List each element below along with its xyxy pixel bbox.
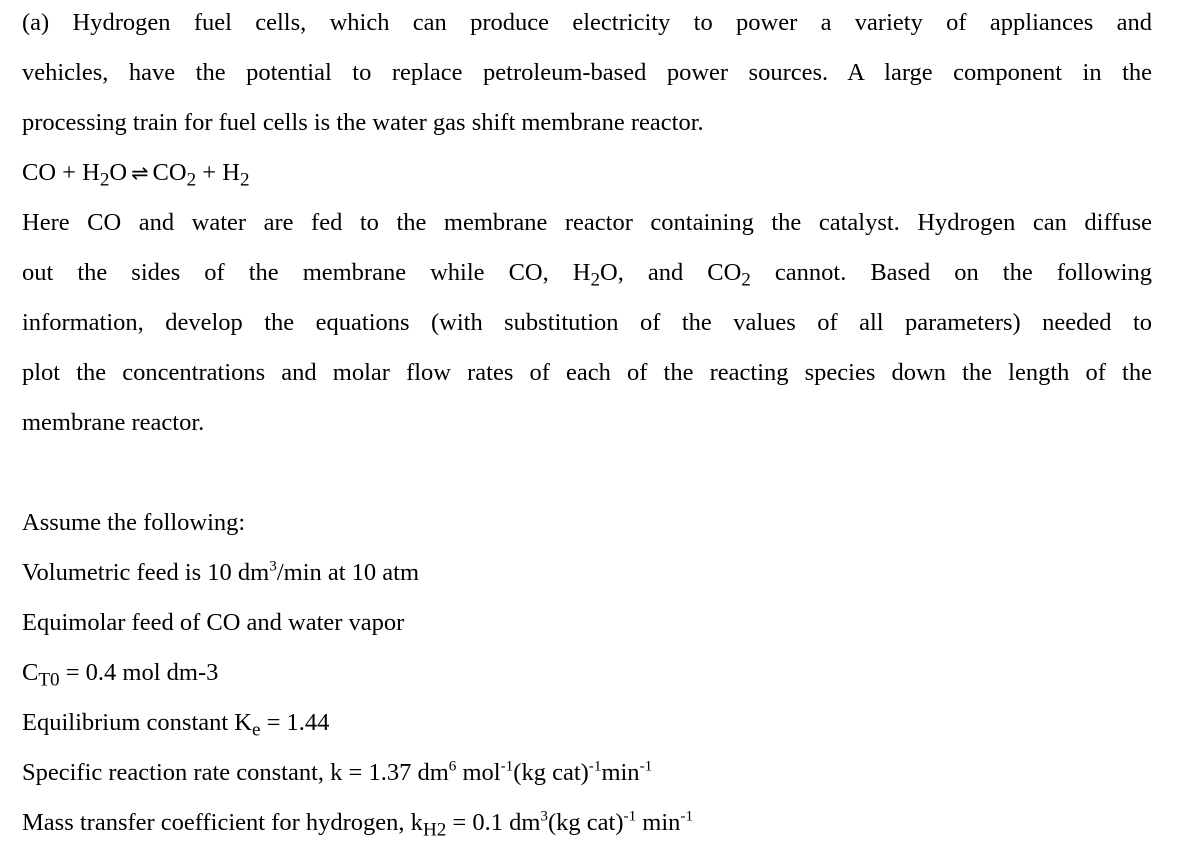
assumption-equilibrium-constant: Equilibrium constant $K_e = 1.44$ [22,709,330,741]
assumptions-heading: Assume the following: [22,509,246,536]
description-line-1: Here CO and water are fed to the membrane reactor containing the catalyst. Hydrogen can diffuse [22,209,1152,236]
assumption-volumetric-feed: Volumetric feed is 10 $dm^3/\min$ at 10 atm [22,557,420,586]
plus-sign: + [202,159,217,186]
description-line-2: out the sides of the membrane while CO, $H_2O$, and $CO_2$ cannot. Based on the following [22,259,1152,291]
intro-line-2: vehicles, have the potential to replace petroleum-based power sources. A large component in the [22,59,1152,86]
assumption-equimolar-feed: Equimolar feed of CO and water vapor [22,609,405,636]
reaction-equation [22,158,1152,191]
description-line-5: membrane reactor. [22,409,205,436]
description-line-3: information, develop the equations (with substitution of the values of all parameters) needed to [22,309,1152,336]
equilibrium-arrow-icon: ⇌ [131,161,149,185]
intro-line-1: (a) Hydrogen fuel cells, which can produce electricity to power a variety of appliances and [22,9,1152,36]
species-co2: $CO_2$ [152,159,197,191]
intro-line-3: processing train for fuel cells is the water gas shift membrane reactor. [22,109,704,136]
description-line-4: plot the concentrations and molar flow rates of each of the reacting species down the length of the [22,359,1152,386]
assumption-rate-constant: Specific reaction rate constant, k = 1.37 $dm^6$ mol$^{-1}$(kg $cat)^{-1}\min^{-1}$ [22,757,653,786]
species-co: CO [22,159,57,186]
assumption-mass-transfer-coefficient: Mass transfer coefficient for hydrogen, $k_{H2} = 0.1$ $dm^3(kg$ cat)$^{-1}$ $\min^{-1}$ [22,807,694,841]
plus-sign: + [62,159,76,186]
species-h2o: $H_2O$ [82,159,128,191]
species-h2: $H_2$ [222,159,250,191]
assumption-total-concentration: $C_{T0} = 0.4$ mol dm-3 [22,659,219,691]
